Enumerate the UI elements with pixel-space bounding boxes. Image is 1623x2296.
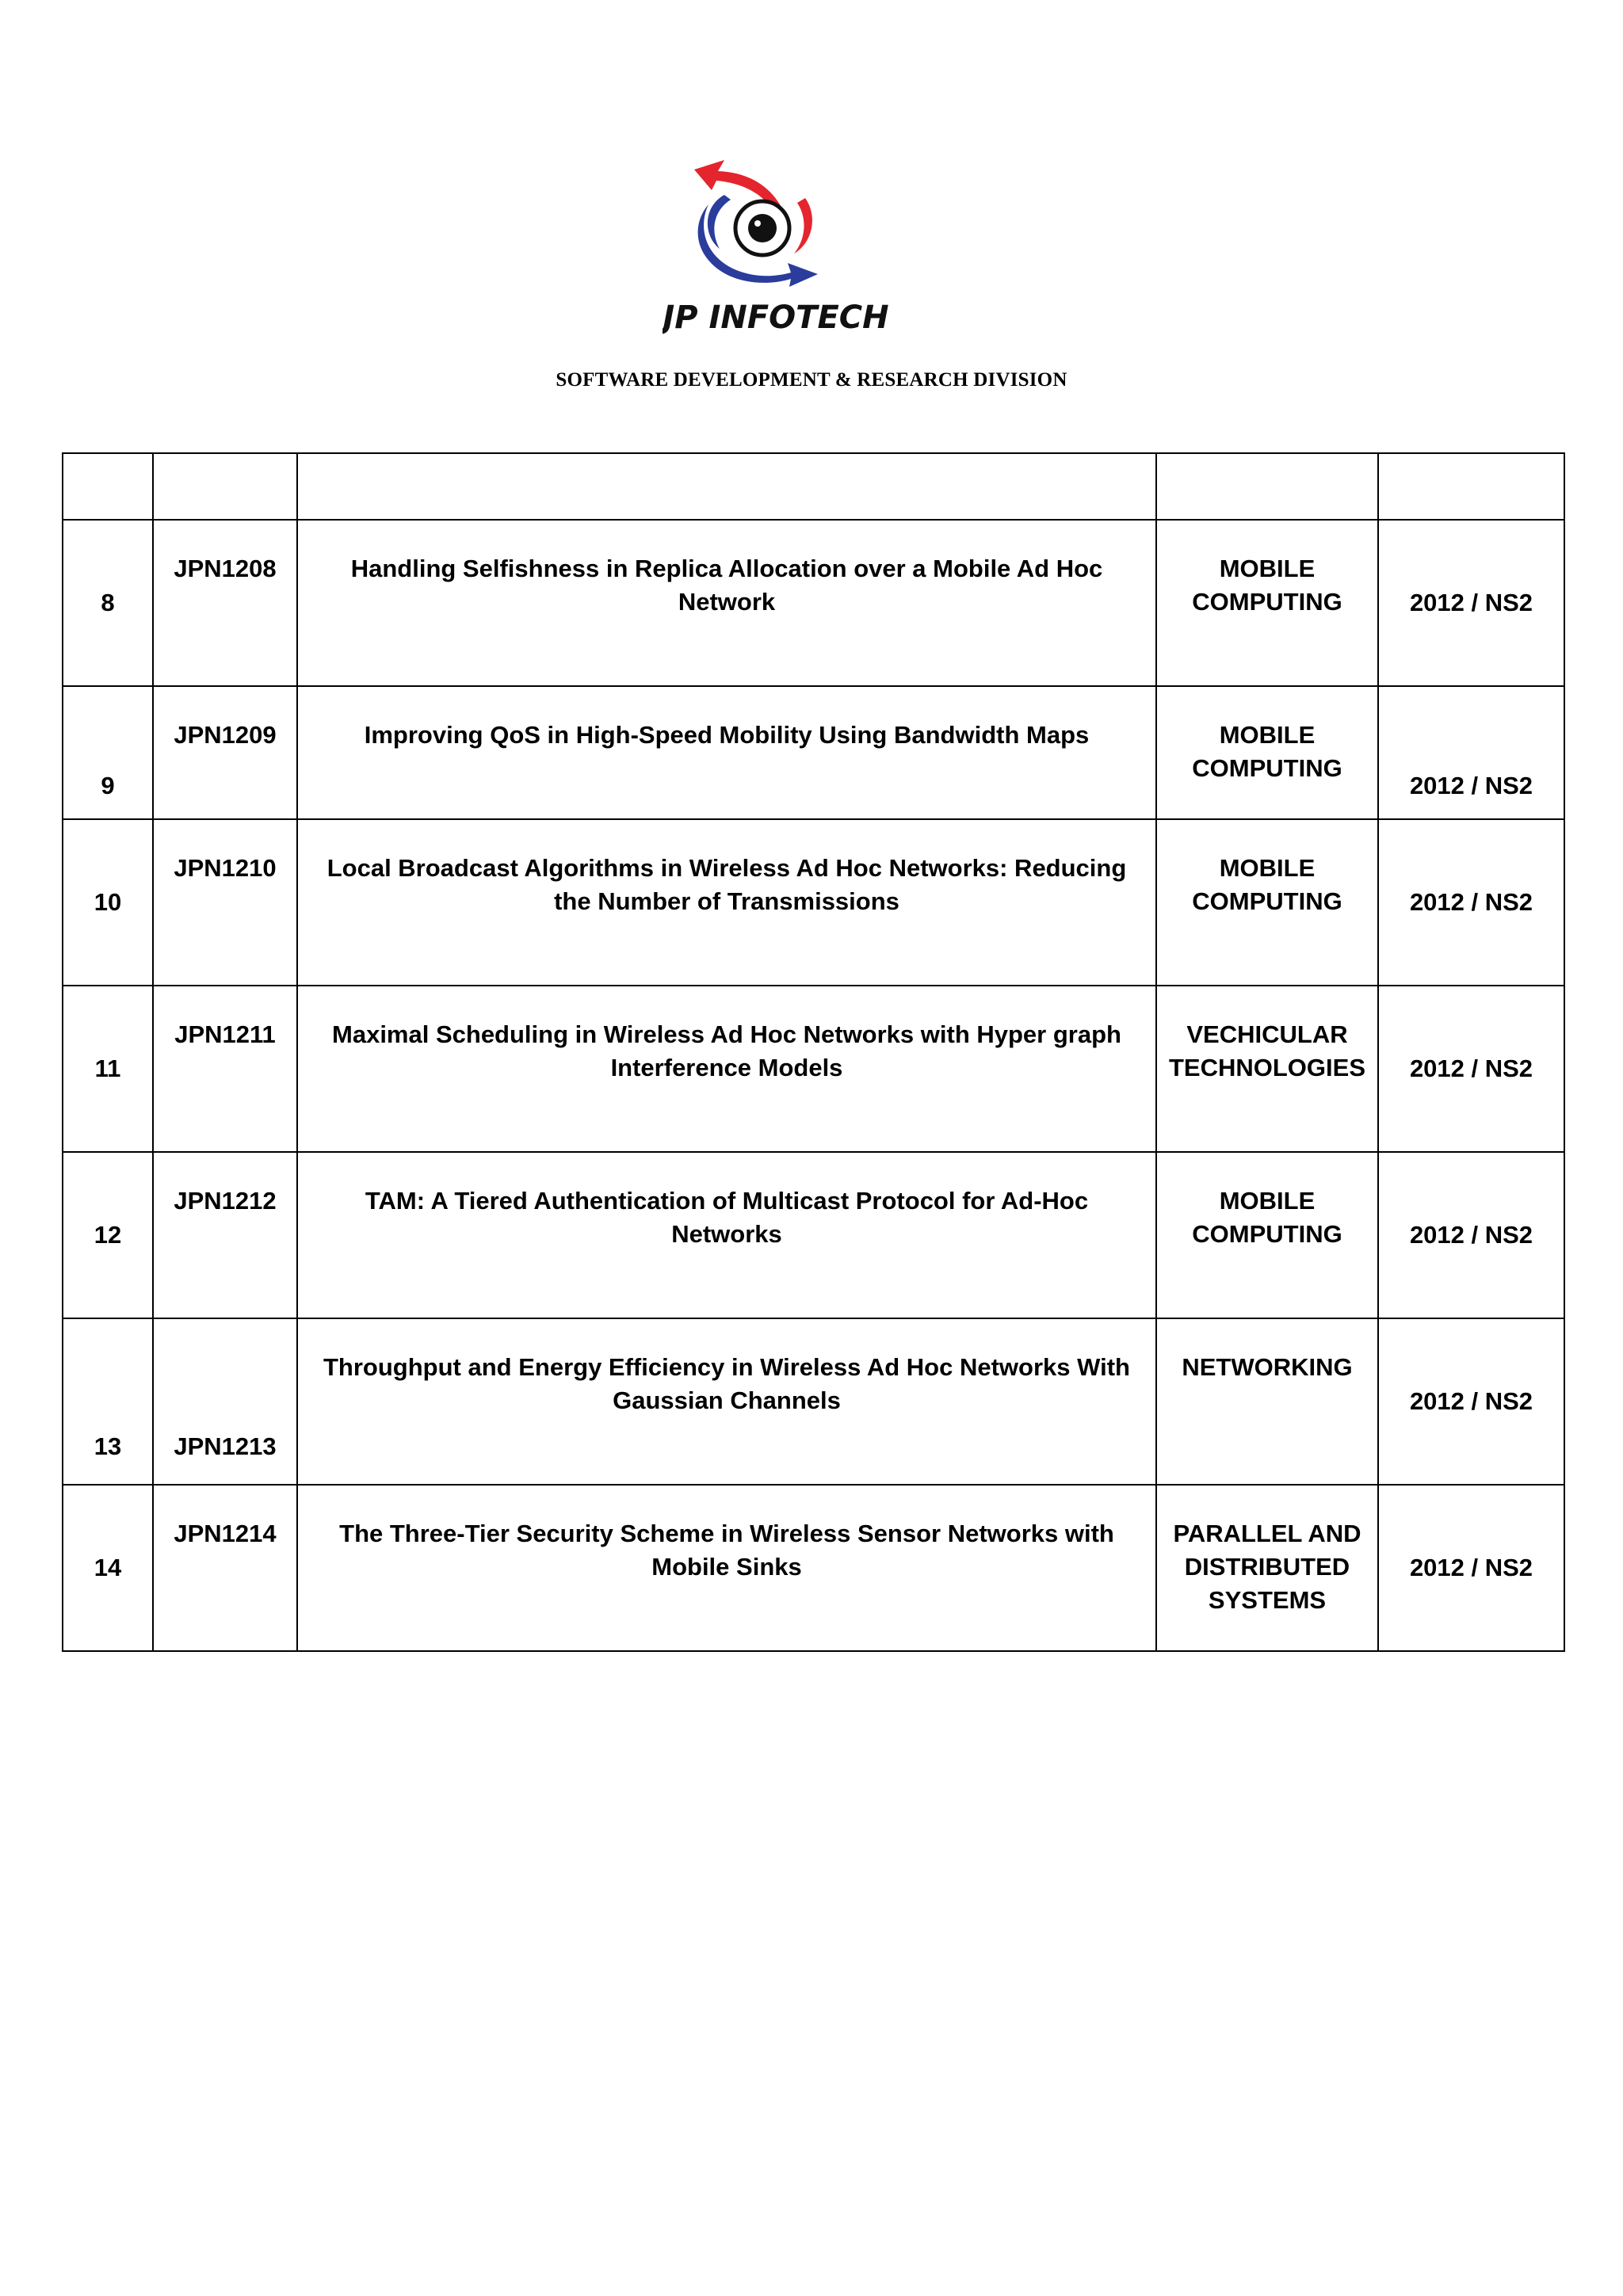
project-year: 2012 / NS2 xyxy=(1378,520,1564,686)
logo-wordmark: JP INFOTECH xyxy=(663,299,889,336)
project-code: JPN1211 xyxy=(153,986,297,1152)
project-domain: PARALLEL AND DISTRIBUTED SYSTEMS xyxy=(1156,1485,1378,1651)
project-domain: MOBILE COMPUTING xyxy=(1156,819,1378,986)
project-code: JPN1208 xyxy=(153,520,297,686)
table-row xyxy=(63,1485,1564,1651)
row-number: 13 xyxy=(63,1318,153,1485)
row-number: 9 xyxy=(63,686,153,819)
table-row xyxy=(63,686,1564,819)
row-number: 11 xyxy=(63,986,153,1152)
project-title: Maximal Scheduling in Wireless Ad Hoc Networks with Hyper graph Interference Models xyxy=(297,986,1156,1152)
project-title: Handling Selfishness in Replica Allocation over a Mobile Ad Hoc Network xyxy=(297,520,1156,686)
header-cell-domain xyxy=(1156,453,1378,520)
project-year: 2012 / NS2 xyxy=(1378,986,1564,1152)
table-row xyxy=(63,986,1564,1152)
jp-infotech-logo xyxy=(663,155,889,341)
project-code: JPN1214 xyxy=(153,1485,297,1651)
project-year: 2012 / NS2 xyxy=(1378,819,1564,986)
project-title: Throughput and Energy Efficiency in Wireless Ad Hoc Networks With Gaussian Channels xyxy=(297,1318,1156,1485)
project-title: Improving QoS in High-Speed Mobility Using Bandwidth Maps xyxy=(297,686,1156,819)
division-title: SOFTWARE DEVELOPMENT & RESEARCH DIVISION xyxy=(556,369,1067,391)
project-code: JPN1210 xyxy=(153,819,297,986)
project-title: TAM: A Tiered Authentication of Multicast Protocol for Ad-Hoc Networks xyxy=(297,1152,1156,1318)
header-cell-code xyxy=(153,453,297,520)
project-code: JPN1213 xyxy=(153,1318,297,1485)
header-cell-year xyxy=(1378,453,1564,520)
project-domain: NETWORKING xyxy=(1156,1318,1378,1485)
project-domain: MOBILE COMPUTING xyxy=(1156,520,1378,686)
projects-table xyxy=(62,452,1565,1652)
table-row xyxy=(63,1318,1564,1485)
row-number: 14 xyxy=(63,1485,153,1651)
project-domain: VECHICULAR TECHNOLOGIES xyxy=(1156,986,1378,1152)
row-number: 10 xyxy=(63,819,153,986)
table-row xyxy=(63,819,1564,986)
project-domain: MOBILE COMPUTING xyxy=(1156,1152,1378,1318)
project-year: 2012 / NS2 xyxy=(1378,1318,1564,1485)
project-year: 2012 / NS2 xyxy=(1378,1485,1564,1651)
row-number: 8 xyxy=(63,520,153,686)
table-row xyxy=(63,520,1564,686)
table-row xyxy=(63,1152,1564,1318)
project-title: Local Broadcast Algorithms in Wireless Ad Hoc Networks: Reducing the Number of Transmissions xyxy=(297,819,1156,986)
project-year: 2012 / NS2 xyxy=(1378,686,1564,819)
project-code: JPN1209 xyxy=(153,686,297,819)
project-year: 2012 / NS2 xyxy=(1378,1152,1564,1318)
table-header-row xyxy=(63,453,1564,520)
header-cell-num xyxy=(63,453,153,520)
row-number: 12 xyxy=(63,1152,153,1318)
header-cell-title xyxy=(297,453,1156,520)
project-domain: MOBILE COMPUTING xyxy=(1156,686,1378,819)
project-title: The Three-Tier Security Scheme in Wireless Sensor Networks with Mobile Sinks xyxy=(297,1485,1156,1651)
project-code: JPN1212 xyxy=(153,1152,297,1318)
